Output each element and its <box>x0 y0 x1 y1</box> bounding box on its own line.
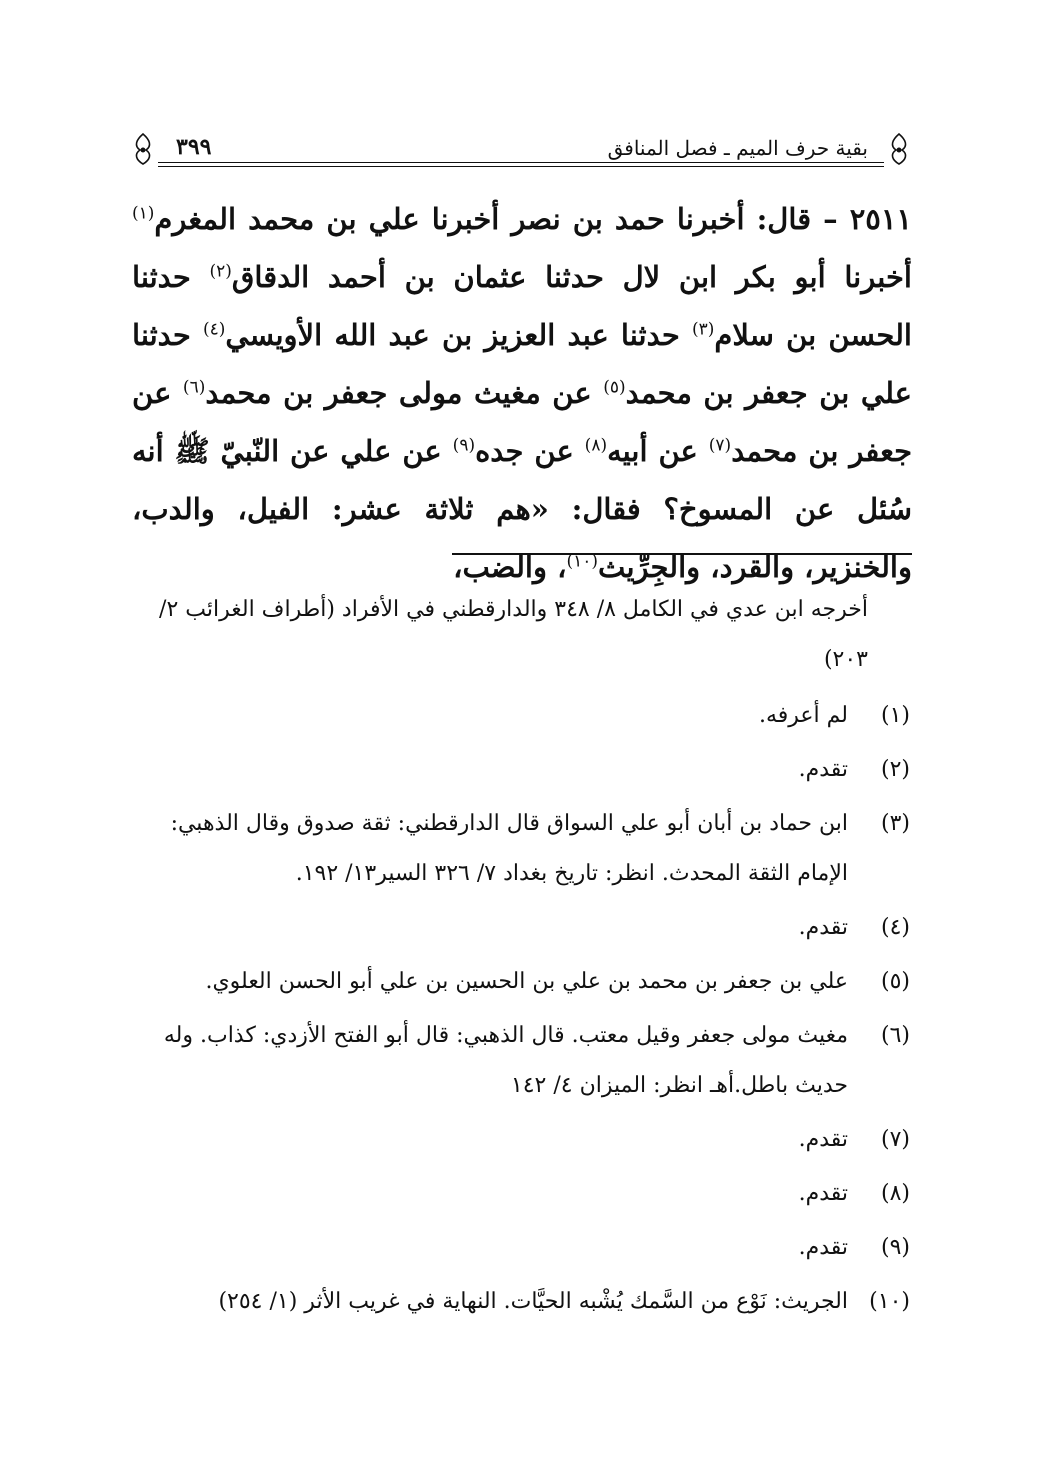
footnote <box>135 745 910 795</box>
text-segment: عن جده <box>475 434 585 468</box>
footnote <box>135 1223 910 1273</box>
chapter-title: بقية حرف الميم ـ فصل المنافق <box>607 136 868 160</box>
footnote-text: تقدم. <box>798 915 848 940</box>
text-segment: أخبرنا أبو بكر ابن لال حدثنا عثمان بن أحمد الدقاق <box>231 260 912 294</box>
footnote <box>135 799 910 899</box>
footnote-ref: (١٠) <box>566 551 598 572</box>
text-segment: عن جعفر بن محمد <box>132 376 913 468</box>
hadith-paragraph <box>132 190 912 596</box>
footnote-ref: (٢) <box>209 261 232 282</box>
footnote-text: ابن حماد بن أبان أبو علي السواق قال الدارقطني: ثقة صدوق وقال الذهبي: الإمام الثقة المحدث. انظر: تاريخ بغداد ٧/ ٣٢٦ السير١٣/ ١٩٢. <box>170 811 848 886</box>
footnote-number: (٩) <box>880 1235 910 1260</box>
footnote-text: الجريث: نَوْع من السَّمك يُشْبه الحيَّات. النهاية في غريب الأثر (١/ ٢٥٤) <box>218 1289 848 1314</box>
footnote <box>135 691 910 741</box>
footnote-ref: (٤) <box>203 319 226 340</box>
footnote-number: (١) <box>880 703 910 728</box>
footnote-number: (٣) <box>880 811 910 836</box>
running-header <box>130 128 912 170</box>
footnote <box>135 903 910 953</box>
footnote-number: (١٠) <box>869 1289 910 1314</box>
footnote <box>135 1169 910 1219</box>
footnote-separator <box>452 553 912 555</box>
footnote-text: مغيث مولى جعفر وقيل معتب. قال الذهبي: قال أبو الفتح الأزدي: كذاب. وله حديث باطل.أهـ انظر: الميزان ٤/ ١٤٢ <box>163 1023 848 1098</box>
footnote-ref: (٨) <box>584 435 608 456</box>
footnote-number: (٥) <box>880 969 910 994</box>
footnote-number: (٨) <box>880 1181 910 1206</box>
footnote-ref: (٥) <box>603 377 626 398</box>
text-segment: حدثنا علي بن جعفر بن محمد <box>132 318 912 410</box>
ornament-icon <box>130 132 156 166</box>
footnote-text: علي بن جعفر بن محمد بن علي بن الحسين بن علي أبو الحسن العلوي. <box>205 969 848 994</box>
footnote-ref: (٧) <box>708 435 732 456</box>
text-segment-bold: ، والضب، <box>453 550 567 584</box>
text-segment: قال: أخبرنا حمد بن نصر أخبرنا علي بن محمد المغرم <box>154 202 824 236</box>
footnote <box>135 957 910 1007</box>
page-number: ٣٩٩ <box>176 134 212 160</box>
footnote-text: تقدم. <box>798 1127 848 1152</box>
footnote-ref: (٦) <box>182 377 206 398</box>
footnote-number: (٢) <box>880 757 910 782</box>
footnote-number: (٤) <box>880 915 910 940</box>
main-text <box>132 190 912 596</box>
footnote-ref: (٣) <box>691 319 715 340</box>
header-rule <box>158 162 884 167</box>
ornament-icon <box>886 132 912 166</box>
text-segment: حدثنا عبد العزيز بن عبد الله الأويسي <box>225 318 692 352</box>
footnote-ref: (٩) <box>452 435 476 456</box>
footnote-number: (٦) <box>880 1023 910 1048</box>
footnote <box>135 1011 910 1111</box>
footnote <box>135 1277 910 1327</box>
takhrij-note: أخرجه ابن عدي في الكامل ٨/ ٣٤٨ والدارقطني في الأفراد (أطراف الغرائب ٢/ ٢٠٣) <box>159 597 868 672</box>
text-segment: عن أبيه <box>607 434 709 468</box>
footnote-ref: (١) <box>132 203 155 224</box>
footnote-text: تقدم. <box>798 1235 848 1260</box>
footnote-number: (٧) <box>880 1127 910 1152</box>
hadith-number: ٢٥١١ – <box>823 202 912 236</box>
text-segment: عن مغيث مولى جعفر بن محمد <box>205 376 604 410</box>
text-segment-bold: عن علي عن النّبيّ ﷺ أنه سُئل عن المسوخ؟ فقال: «هم ثلاثة عشر: الفيل، والدب، والخنزير، والقرد، والجِرِّيث <box>132 434 912 584</box>
text-segment: حدثنا الحسن بن سلام <box>132 260 912 352</box>
footnote-text: تقدم. <box>798 1181 848 1206</box>
footnote <box>135 1115 910 1165</box>
footnote-text: تقدم. <box>798 757 848 782</box>
footnotes-section <box>135 585 910 1331</box>
footnote-text: لم أعرفه. <box>758 703 848 728</box>
